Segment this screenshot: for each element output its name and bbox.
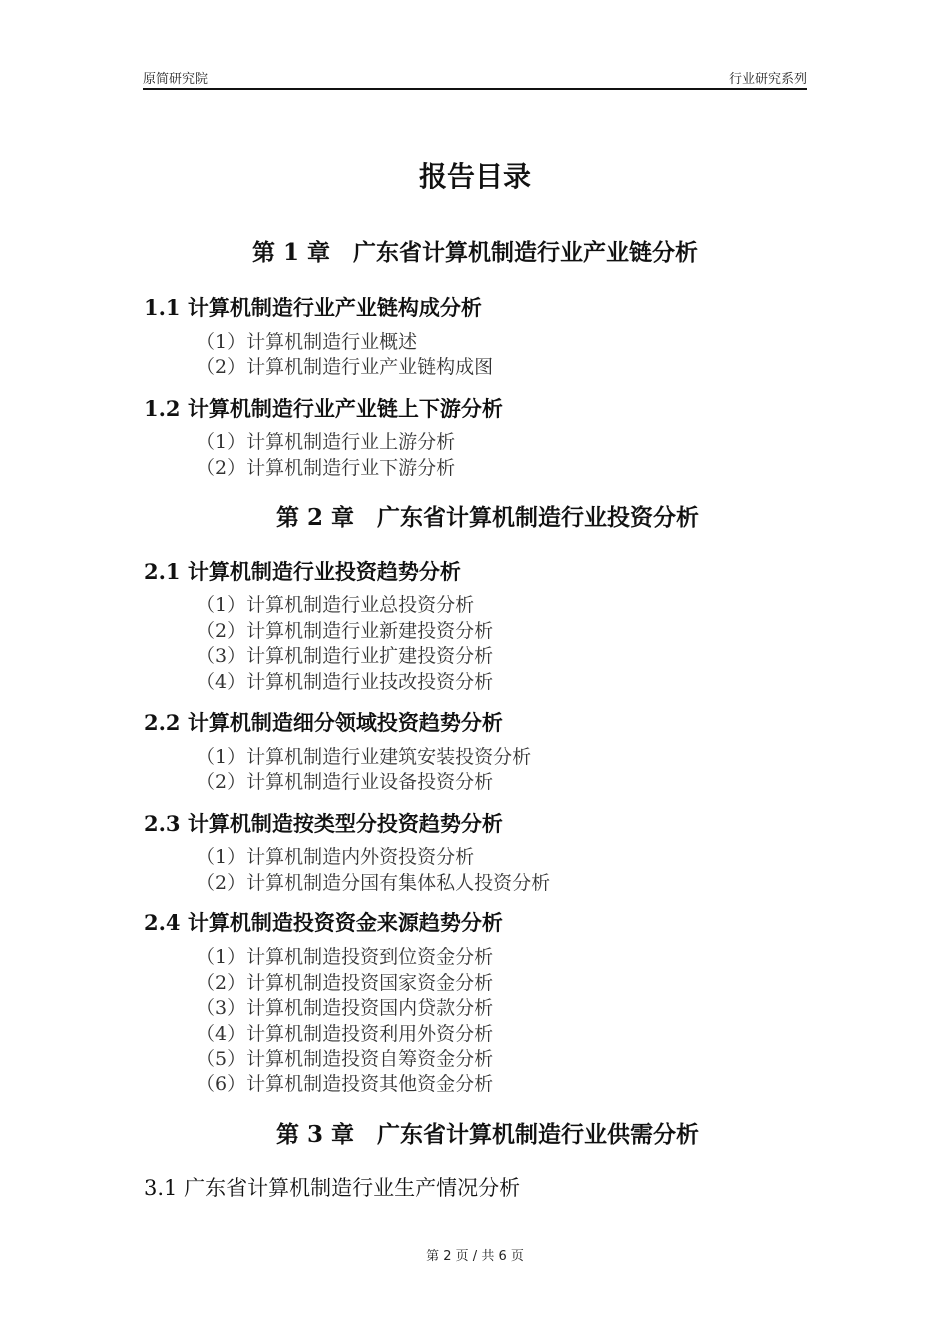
page-number: 第 2 页 / 共 6 页: [426, 1249, 524, 1264]
toc-section-2-3[interactable]: 2.3 计算机制造按类型分投资趋势分析: [144, 811, 503, 836]
toc-item[interactable]: （3）计算机制造行业扩建投资分析: [196, 645, 494, 667]
toc-item[interactable]: （2）计算机制造行业产业链构成图: [196, 356, 494, 378]
toc-item[interactable]: （2）计算机制造行业设备投资分析: [196, 771, 494, 793]
toc-item[interactable]: （4）计算机制造投资利用外资分析: [196, 1023, 494, 1045]
toc-section-2-1[interactable]: 2.1 计算机制造行业投资趋势分析: [144, 559, 461, 584]
toc-item[interactable]: （1）计算机制造行业上游分析: [196, 431, 456, 453]
toc-item[interactable]: （2）计算机制造行业新建投资分析: [196, 620, 494, 642]
toc-item[interactable]: （2）计算机制造分国有集体私人投资分析: [196, 872, 551, 894]
toc-chapter-3[interactable]: 第 3 章 广东省计算机制造行业供需分析: [275, 1121, 700, 1148]
toc-item[interactable]: （5）计算机制造投资自筹资金分析: [196, 1048, 494, 1070]
toc-item[interactable]: （1）计算机制造行业建筑安装投资分析: [196, 746, 532, 768]
toc-item[interactable]: （1）计算机制造内外资投资分析: [196, 846, 475, 868]
toc-item[interactable]: （4）计算机制造行业技改投资分析: [196, 671, 494, 693]
toc-item[interactable]: （6）计算机制造投资其他资金分析: [196, 1073, 494, 1095]
header-publisher: 原简研究院: [143, 72, 209, 87]
toc-section-2-4[interactable]: 2.4 计算机制造投资资金来源趋势分析: [144, 910, 503, 935]
page-title: 报告目录: [418, 160, 531, 193]
toc-item[interactable]: （1）计算机制造行业概述: [196, 331, 418, 353]
toc-section-1-2[interactable]: 1.2 计算机制造行业产业链上下游分析: [144, 396, 503, 421]
toc-section-1-1[interactable]: 1.1 计算机制造行业产业链构成分析: [144, 295, 482, 320]
header-series: 行业研究系列: [728, 72, 807, 87]
toc-item[interactable]: （2）计算机制造行业下游分析: [196, 457, 456, 479]
toc-item[interactable]: （1）计算机制造行业总投资分析: [196, 594, 475, 616]
toc-chapter-1[interactable]: 第 1 章 广东省计算机制造行业产业链分析: [251, 239, 699, 266]
toc-item[interactable]: （2）计算机制造投资国家资金分析: [196, 972, 494, 994]
toc-section-2-2[interactable]: 2.2 计算机制造细分领域投资趋势分析: [144, 710, 503, 735]
toc-item[interactable]: （3）计算机制造投资国内贷款分析: [196, 997, 494, 1019]
toc-chapter-2[interactable]: 第 2 章 广东省计算机制造行业投资分析: [275, 504, 700, 531]
page-header: [143, 66, 807, 90]
toc-item[interactable]: （1）计算机制造投资到位资金分析: [196, 946, 494, 968]
toc-section-3-1[interactable]: 3.1 广东省计算机制造行业生产情况分析: [144, 1176, 521, 1200]
